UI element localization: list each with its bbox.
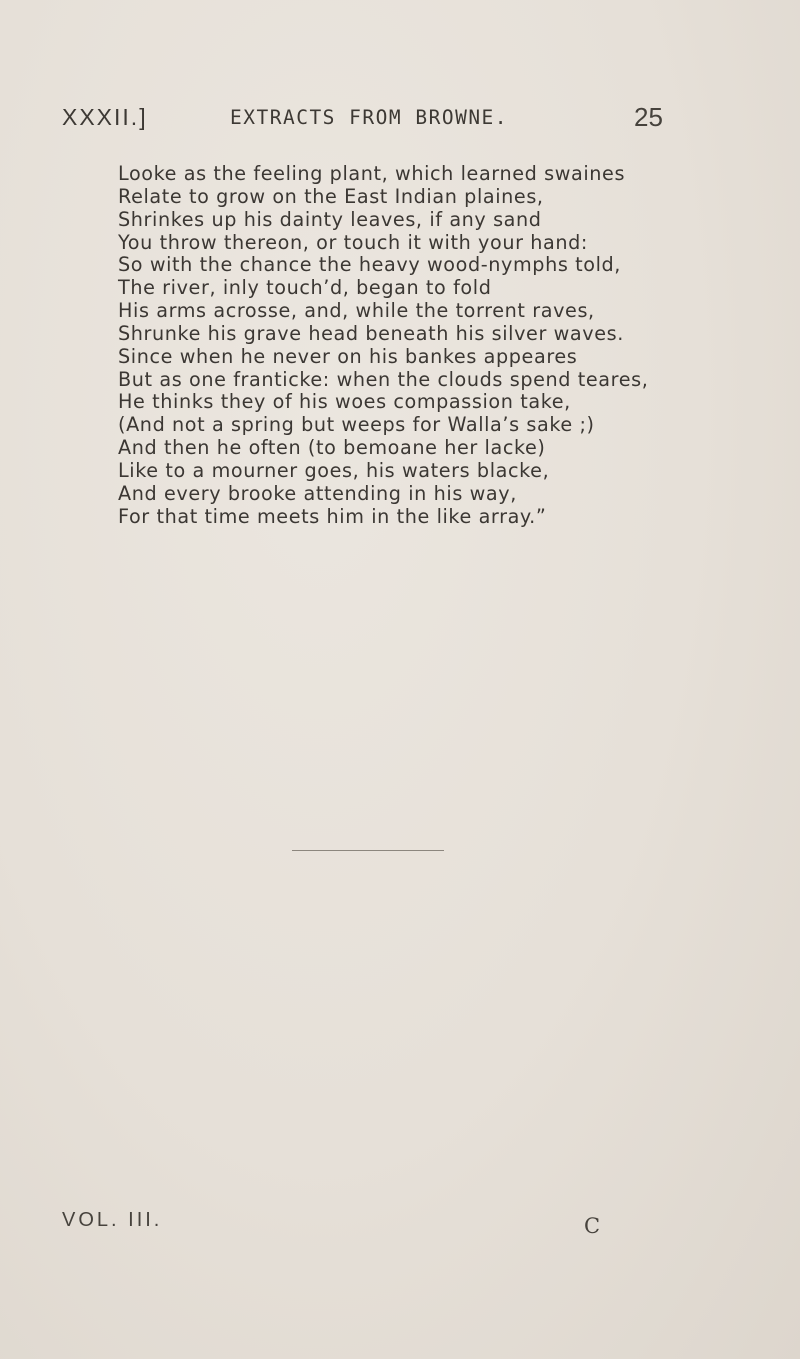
- poem-line: And every brooke attending in his way,: [118, 481, 517, 505]
- poem-line: His arms acrosse, and, while the torrent raves,: [118, 299, 595, 323]
- poem-line: Looke as the feeling plant, which learned swaines: [118, 162, 626, 185]
- poem-line: Shrinkes up his dainty leaves, if any sand: [118, 207, 542, 231]
- poem-line: He thinks they of his woes compassion take,: [118, 390, 571, 414]
- page-number: 25: [634, 102, 663, 132]
- section-divider-rule: [292, 850, 444, 851]
- poem-line: Shrunke his grave head beneath his silver waves.: [118, 321, 624, 345]
- poem-line: Since when he never on his bankes appeares: [118, 344, 578, 368]
- poem-line: The river, inly touch’d, began to fold: [118, 276, 492, 300]
- poem-line: For that time meets him in the like array.”: [118, 504, 547, 528]
- poem-line: (And not a spring but weeps for Walla’s sake ;): [118, 413, 595, 437]
- signature-mark: C: [584, 1214, 601, 1238]
- running-head: [62, 102, 762, 142]
- poem-line: You throw thereon, or touch it with your hand:: [118, 230, 588, 254]
- volume-mark: VOL. III.: [62, 1209, 163, 1231]
- poem-line: So with the chance the heavy wood-nymphs told,: [118, 253, 622, 277]
- section-number: XXXII.]: [62, 104, 148, 130]
- poem-line: Like to a mourner goes, his waters blacke,: [118, 458, 550, 482]
- poem-line: Relate to grow on the East Indian plaines,: [118, 184, 544, 208]
- poem-line: But as one franticke: when the clouds spend teares,: [118, 367, 649, 391]
- running-title: EXTRACTS FROM BROWNE.: [230, 106, 509, 129]
- poem-line: And then he often (to bemoane her lacke): [118, 436, 546, 460]
- poem-stanza: [118, 163, 758, 529]
